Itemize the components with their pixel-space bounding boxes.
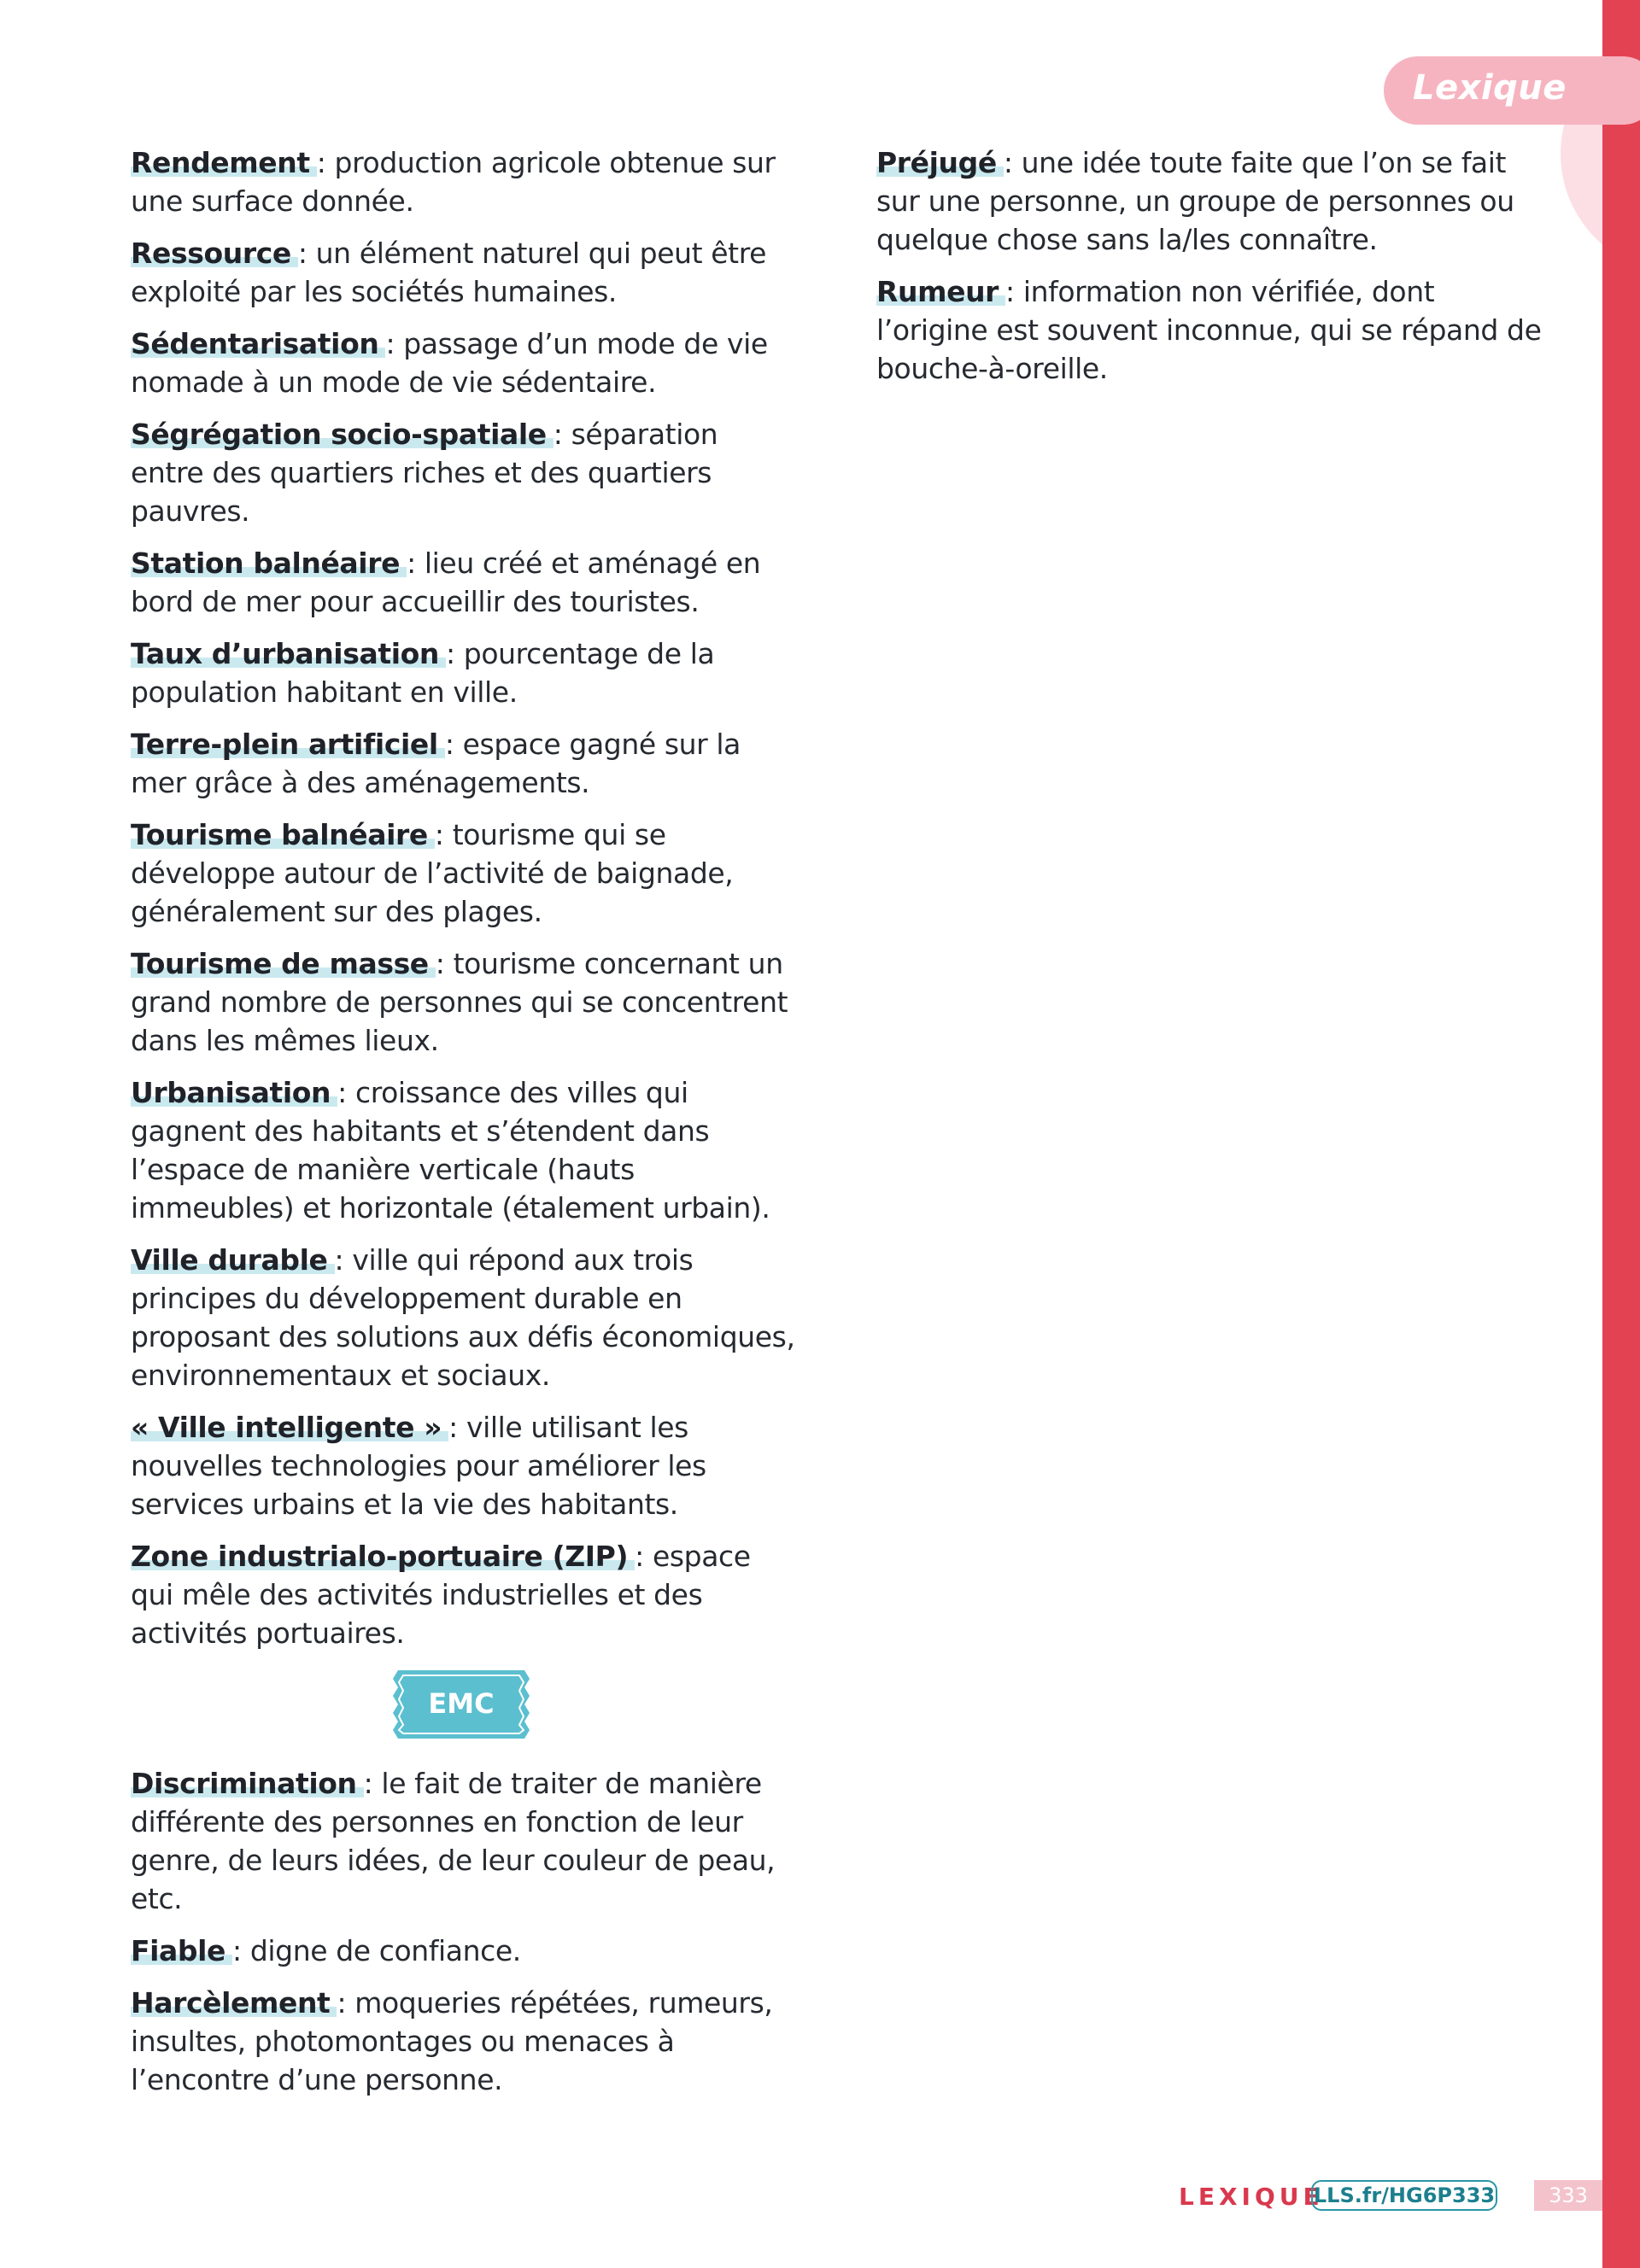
glossary-definition: croissance des villes qui gagnent des habitants et s’étendent dans l’espace de manière verticale (hauts immeubles) et horizontale (étalement urbain). — [131, 1076, 770, 1225]
lexique-tab — [1384, 56, 1640, 125]
glossary-definition: le fait de traiter de manière différente des personnes en fonction de leur genre, de leurs idées, de leur couleur de peau, etc. — [131, 1767, 776, 1915]
glossary-definition: passage d’un mode de vie nomade à un mode de vie sédentaire. — [131, 327, 768, 399]
glossary-term: Tourisme de masse — [131, 947, 436, 980]
glossary-definition: espace qui mêle des activités industrielles et des activités portuaires. — [131, 1540, 751, 1650]
glossary-entry: Tourisme balnéaire : tourisme qui se développe autour de l’activité de baignade, généralement sur des plages. — [131, 818, 734, 928]
glossary-term: Ressource — [131, 237, 298, 270]
glossary-term: Sédentarisation — [131, 327, 385, 360]
glossary-entry: « Ville intelligente » : ville utilisant les nouvelles technologies pour améliorer les services urbains et la vie des habitants. — [131, 1411, 706, 1521]
glossary-term: Station balnéaire — [131, 547, 407, 580]
glossary-term: Zone industrialo-portuaire (ZIP) — [131, 1540, 635, 1573]
glossary-entry: Fiable : digne de confiance. — [131, 1934, 521, 1967]
glossary-term: Préjugé — [876, 146, 1004, 179]
right-column — [876, 143, 1543, 401]
glossary-entry: Taux d’urbanisation : pourcentage de la population habitant en ville. — [131, 637, 715, 709]
footer-section-label: LEXIQUE — [1179, 2183, 1324, 2211]
glossary-entry: Urbanisation : croissance des villes qui gagnent des habitants et s’étendent dans l’espace de manière verticale (hauts immeubles) et horizontale (étalement urbain). — [131, 1076, 770, 1225]
emc-badge-label: EMC — [428, 1687, 495, 1720]
glossary-entry: Discrimination : le fait de traiter de manière différente des personnes en fonction de leur genre, de leurs idées, de leur couleur de peau, etc. — [131, 1767, 776, 1915]
glossary-term: Urbanisation — [131, 1076, 337, 1109]
glossary-term: Discrimination — [131, 1767, 364, 1800]
page-edge-bar — [1602, 0, 1640, 2268]
glossary-entry: Zone industrialo-portuaire (ZIP) : espace qui mêle des activités industrielles et des activités portuaires. — [131, 1540, 751, 1650]
glossary-entry: Station balnéaire : lieu créé et aménagé en bord de mer pour accueillir des touristes. — [131, 547, 761, 618]
glossary-definition: séparation entre des quartiers riches et des quartiers pauvres. — [131, 418, 718, 528]
glossary-entry: Terre-plein artificiel : espace gagné sur la mer grâce à des aménagements. — [131, 728, 741, 799]
glossary-term: Ségrégation socio-spatiale — [131, 418, 554, 451]
glossary-definition: ville utilisant les nouvelles technologies pour améliorer les services urbains et la vie des habitants. — [131, 1411, 706, 1521]
glossary-definition: tourisme qui se développe autour de l’activité de baignade, généralement sur des plages. — [131, 818, 734, 928]
glossary-entry: Tourisme de masse : tourisme concernant un grand nombre de personnes qui se concentrent dans les mêmes lieux. — [131, 947, 788, 1057]
glossary-definition: production agricole obtenue sur une surface donnée. — [131, 146, 776, 218]
glossary-entry: Préjugé : une idée toute faite que l’on se fait sur une personne, un groupe de personnes ou quelque chose sans la/les connaître. — [876, 146, 1514, 256]
glossary-definition: information non vérifiée, dont l’origine est souvent inconnue, qui se répand de bouche-à-oreille. — [876, 275, 1542, 385]
glossary-entry: Rumeur : information non vérifiée, dont l’origine est souvent inconnue, qui se répand de bouche-à-oreille. — [876, 275, 1542, 385]
emc-column — [131, 1764, 797, 2113]
glossary-entry: Ressource : un élément naturel qui peut être exploité par les sociétés humaines. — [131, 237, 767, 308]
glossary-definition: lieu créé et aménagé en bord de mer pour accueillir des touristes. — [131, 547, 761, 618]
emc-badge — [393, 1670, 530, 1739]
glossary-definition: tourisme concernant un grand nombre de personnes qui se concentrent dans les mêmes lieux. — [131, 947, 788, 1057]
glossary-definition: pourcentage de la population habitant en ville. — [131, 637, 715, 709]
glossary-definition: espace gagné sur la mer grâce à des aménagements. — [131, 728, 741, 799]
lexique-tab-label: Lexique — [1413, 68, 1567, 108]
glossary-entry: Ségrégation socio-spatiale : séparation entre des quartiers riches et des quartiers pauvres. — [131, 418, 718, 528]
glossary-definition: moqueries répétées, rumeurs, insultes, photomontages ou menaces à l’encontre d’une personne. — [131, 1986, 773, 2096]
footer-link[interactable]: LLS.fr/HG6P333 — [1311, 2180, 1497, 2211]
glossary-definition: un élément naturel qui peut être exploité par les sociétés humaines. — [131, 237, 767, 308]
glossary-term: « Ville intelligente » — [131, 1411, 448, 1444]
glossary-definition: digne de confiance. — [249, 1934, 521, 1967]
glossary-entry: Rendement : production agricole obtenue sur une surface donnée. — [131, 146, 776, 218]
glossary-term: Taux d’urbanisation — [131, 637, 446, 670]
glossary-term: Harcèlement — [131, 1986, 337, 2020]
glossary-entry: Sédentarisation : passage d’un mode de vie nomade à un mode de vie sédentaire. — [131, 327, 768, 399]
glossary-term: Rumeur — [876, 275, 1005, 308]
glossary-term: Fiable — [131, 1934, 232, 1967]
page-number: 333 — [1534, 2180, 1602, 2211]
glossary-entry: Harcèlement : moqueries répétées, rumeurs, insultes, photomontages ou menaces à l’encontre d’une personne. — [131, 1986, 773, 2096]
glossary-term: Tourisme balnéaire — [131, 818, 435, 851]
glossary-definition: ville qui répond aux trois principes du développement durable en proposant des solutions aux défis économiques, environnementaux et sociaux. — [131, 1243, 795, 1392]
glossary-term: Ville durable — [131, 1243, 335, 1277]
glossary-term: Terre-plein artificiel — [131, 728, 445, 761]
glossary-term: Rendement — [131, 146, 317, 179]
left-column — [131, 143, 797, 1666]
glossary-entry: Ville durable : ville qui répond aux trois principes du développement durable en proposant des solutions aux défis économiques, environnementaux et sociaux. — [131, 1243, 795, 1392]
glossary-definition: une idée toute faite que l’on se fait sur une personne, un groupe de personnes ou quelque chose sans la/les connaître. — [876, 146, 1514, 256]
